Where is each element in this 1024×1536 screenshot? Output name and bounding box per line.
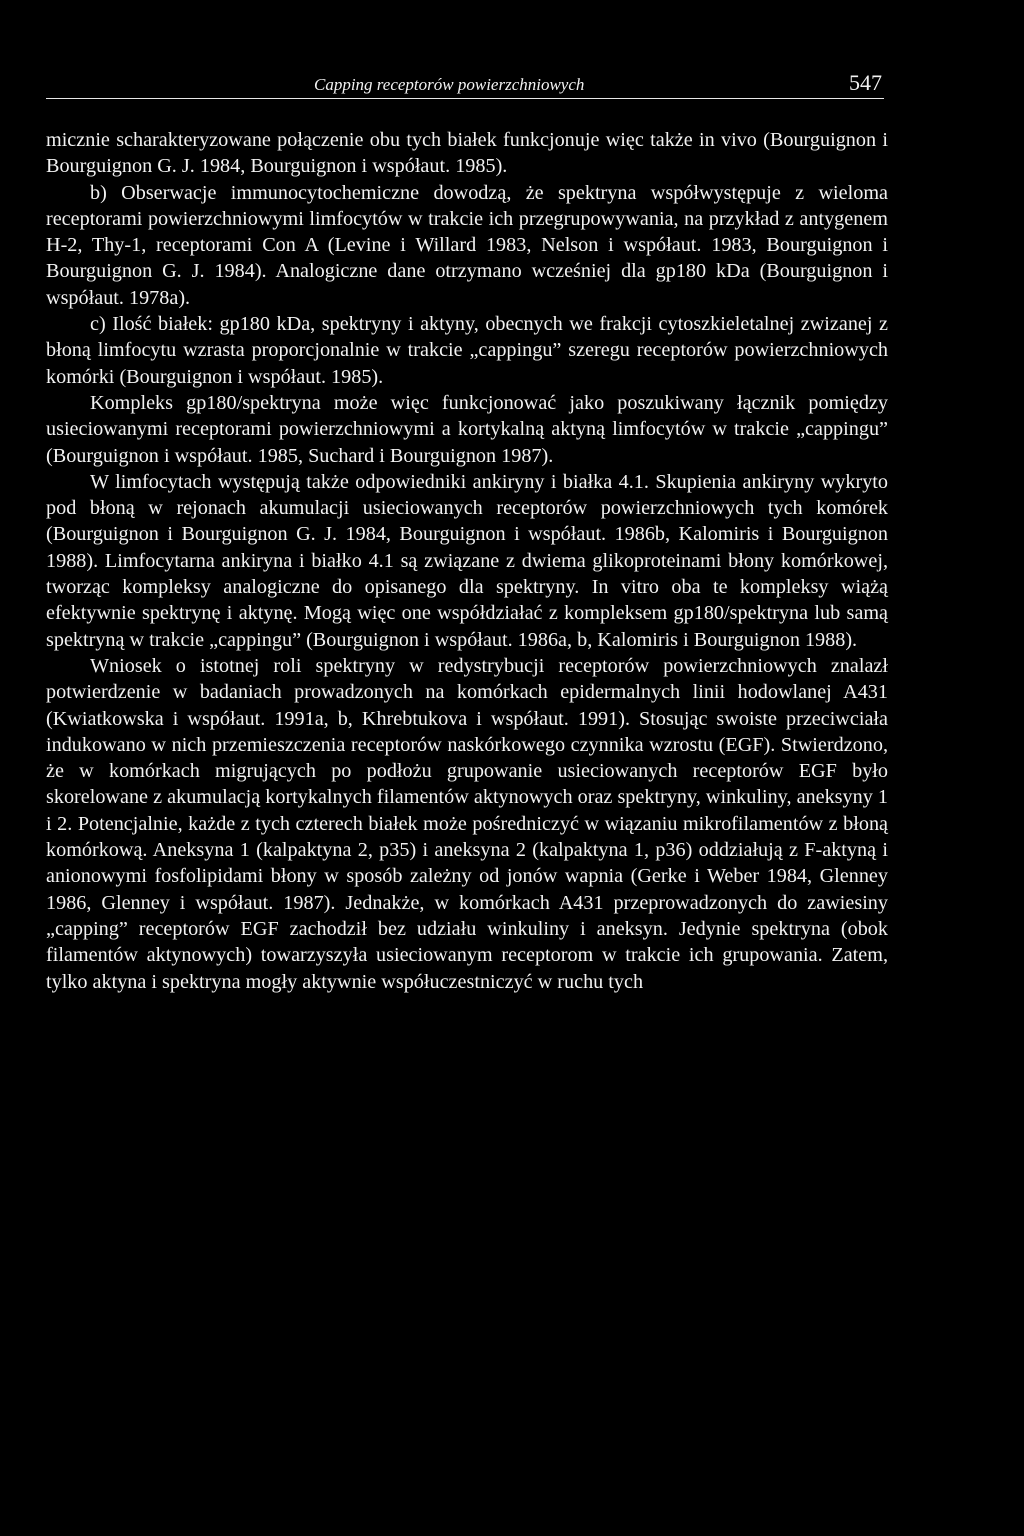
running-title: Capping receptorów powierzchniowych bbox=[314, 75, 585, 94]
body-text bbox=[46, 127, 888, 995]
page-number: 547 bbox=[849, 70, 882, 95]
page-header bbox=[46, 70, 884, 99]
paragraph-point-b: b) Obserwacje immunocytochemiczne dowodzą, że spektryna współwystępuje z wieloma receptorami powierzchniowymi limfocytów w trakcie ich przegrupowywania, na przykład z antygenem H-2, Thy-1, receptorami Con A (Levine i Willard 1983, Nelson i współaut. 1983, Bourguignon i Bourguignon G. J. 1984). Analogiczne dane otrzymano wcześniej dla gp180 kDa (Bourguignon i współaut. 1978a). bbox=[46, 181, 888, 309]
paragraph-conclusion: Wniosek o istotnej roli spektryny w redystrybucji receptorów powierzchniowych znalazł potwierdzenie w badaniach prowadzonych na komórkach epidermalnych linii hodowlanej A431 (Kwiatkowska i współaut. 1991a, b, Khrebtukova i współaut. 1991). Stosując swoiste przeciwciała indukowano w nich przemieszczenia receptorów naskórkowego czynnika wzrostu (EGF). Stwierdzono, że w komórkach migrujących po podłożu grupowanie usieciowanych receptorów EGF było skorelowane z akumulacją kortykalnych filamentów aktynowych oraz spektryny, winkuliny, aneksyny 1 i 2. Potencjalnie, każde z tych czterech białek może pośredniczyć w wiązaniu mikrofilamentów z błoną komórkową. Aneksyna 1 (kalpaktyna 2, p35) i aneksyna 2 (kalpaktyna 1, p36) oddziałują z F-aktyną i anionowymi fosfolipidami błony w sposób zależny od jonów wapnia (Gerke i Weber 1984, Glenney 1986, Glenney i współaut. 1987). Jednakże, w komórkach A431 przeprowadzonych do zawiesiny „capping” receptorów EGF zachodził bez udziału winkuliny i aneksyn. Jedynie spektryna (obok filamentów aktynowych) towarzyszyła usieciowanym receptorom w trakcie ich grupowania. Zatem, tylko aktyna i spektryna mogły aktywnie współuczestniczyć w ruchu tych bbox=[46, 654, 888, 993]
paragraph-point-c: c) Ilość białek: gp180 kDa, spektryny i aktyny, obecnych we frakcji cytoszkieletalnej zwizanej z błoną limfocytu wzrasta proporcjonalnie w trakcie „cappingu” szeregu receptorów powierzchniowych komórki (Bourguignon i współaut. 1985). bbox=[46, 313, 888, 388]
paragraph-lymphocytes: W limfocytach występują także odpowiedniki ankiryny i białka 4.1. Skupienia ankiryny wykryto pod błoną w rejonach akumulacji usieciowanych receptorów powierzchniowych tych komórek (Bourguignon i Bourguignon G. J. 1984, Bourguignon i współaut. 1986b, Kalomiris i Bourguignon 1988). Limfocytarna ankiryna i białko 4.1 są związane z dwiema glikoproteinami błony komórkowej, tworząc kompleksy analogiczne do opisanego dla spektryny. In vitro oba te kompleksy wiążą efektywnie spektrynę i aktynę. Mogą więc one współdziałać z kompleksem gp180/spektryna lub samą spektryną w trakcie „cappingu” (Bourguignon i współaut. 1986a, b, Kalomiris i Bourguignon 1988). bbox=[46, 470, 888, 651]
paragraph-continuation: micznie scharakteryzowane połączenie obu tych białek funkcjonuje więc także in vivo (Bourguignon i Bourguignon G. J. 1984, Bourguignon i współaut. 1985). bbox=[46, 129, 888, 178]
paragraph-complex: Kompleks gp180/spektryna może więc funkcjonować jako poszukiwany łącznik pomiędzy usieciowanymi receptorami powierzchniowymi a kortykalną aktyną limfocytów w trakcie „cappingu” (Bourguignon i współaut. 1985, Suchard i Bourguignon 1987). bbox=[46, 391, 888, 467]
